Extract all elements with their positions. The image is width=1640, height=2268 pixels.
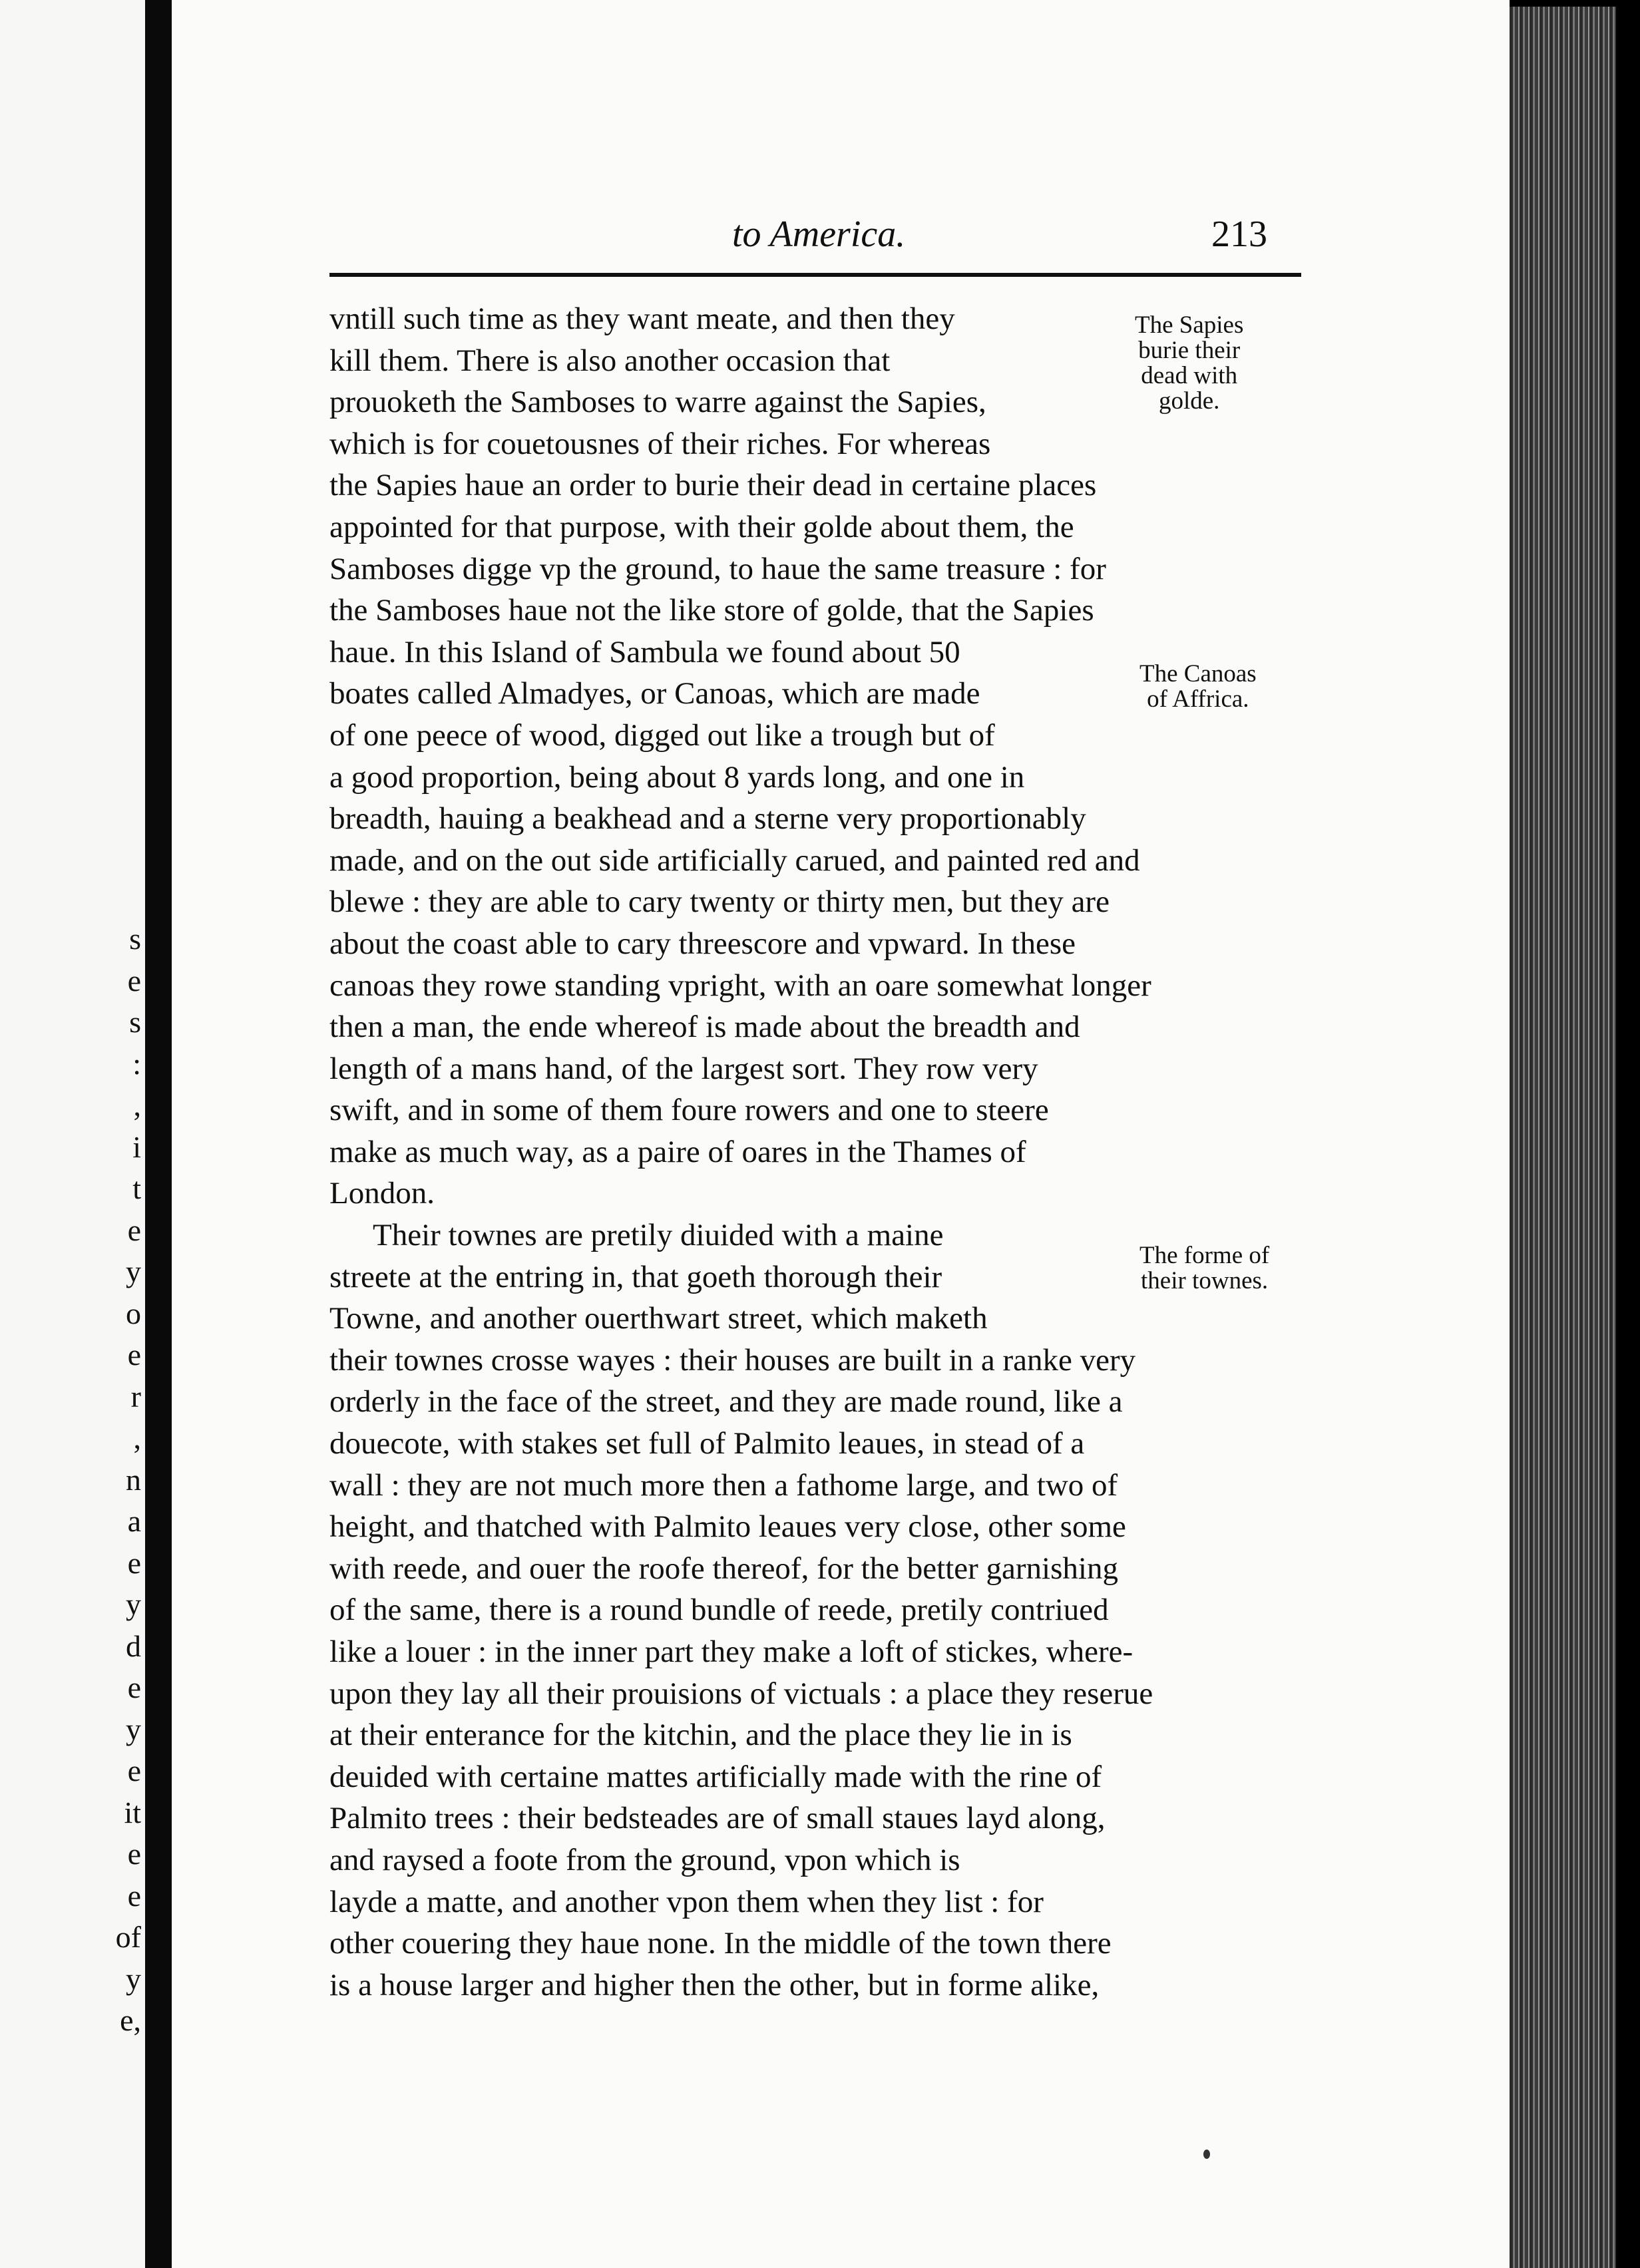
edge-letter: y xyxy=(126,1961,141,1996)
ink-speck xyxy=(1203,2150,1210,2159)
text-line: orderly in the face of the street, and they are made round, like a xyxy=(329,1384,1123,1419)
text-line: the Samboses haue not the like store of golde, that the Sapies xyxy=(329,593,1094,628)
edge-letter: d xyxy=(126,1628,141,1663)
text-line: about the coast able to cary threescore and vpward. In these xyxy=(329,926,1076,961)
edge-letter: e xyxy=(127,1545,141,1580)
edge-letter: of xyxy=(115,1920,141,1954)
text-line: canoas they rowe standing vpright, with an oare somewhat longer xyxy=(329,968,1151,1003)
text-line: vntill such time as they want meate, and then they xyxy=(329,301,955,336)
page-number: 213 xyxy=(1211,214,1267,255)
text-line: is a house larger and higher then the other, but in forme alike, xyxy=(329,1967,1100,2002)
book-gutter xyxy=(145,0,172,2268)
margin-note-line: their townes. xyxy=(1141,1267,1269,1294)
margin-note-line: dead with xyxy=(1141,362,1238,389)
text-line: the Sapies haue an order to burie their dead in certaine places xyxy=(329,468,1097,503)
text-line: at their enterance for the kitchin, and the place they lie in is xyxy=(329,1718,1072,1753)
text-line: streete at the entring in, that goeth thorough their xyxy=(329,1259,942,1294)
text-line: a good proportion, being about 8 yards long, and one in xyxy=(329,759,1025,795)
edge-letter: r xyxy=(130,1379,141,1414)
text-line: upon they lay all their prouisions of victuals : a place they reserue xyxy=(329,1676,1153,1711)
margin-note-townes xyxy=(1139,1243,1269,1294)
text-line: other couering they haue none. In the middle of the town there xyxy=(329,1926,1112,1961)
edge-letter: y xyxy=(126,1712,141,1746)
margin-note-line: of Affrica. xyxy=(1147,685,1249,713)
edge-letter: n xyxy=(126,1462,141,1497)
left-page-edge-text xyxy=(114,918,141,2042)
edge-letter: a xyxy=(127,1504,141,1538)
edge-letter: s xyxy=(129,1005,141,1039)
margin-note-line: golde. xyxy=(1158,387,1220,415)
text-line: layde a matte, and another vpon them when they list : for xyxy=(329,1884,1044,1919)
text-line: blewe : they are able to cary twenty or thirty men, but they are xyxy=(329,884,1110,920)
edge-letter: , xyxy=(133,1088,141,1122)
text-line: like a louer : in the inner part they make a loft of stickes, where- xyxy=(329,1634,1133,1669)
text-line: Samboses digge vp the ground, to haue the same treasure : for xyxy=(329,551,1106,586)
text-line: appointed for that purpose, with their golde about them, the xyxy=(329,509,1074,544)
text-line: haue. In this Island of Sambula we found about 50 xyxy=(329,634,960,669)
text-line: prouoketh the Samboses to warre against the Sapies, xyxy=(329,385,986,420)
edge-letter: , xyxy=(133,1421,141,1455)
text-line: then a man, the ende whereof is made about the breadth and xyxy=(329,1010,1080,1045)
edge-letter: y xyxy=(126,1254,141,1288)
edge-letter: e xyxy=(127,1878,141,1913)
margin-note-line: The Canoas xyxy=(1139,660,1257,687)
edge-letter: e xyxy=(127,1213,141,1247)
margin-note-line: The forme of xyxy=(1139,1242,1270,1269)
edge-letter: i xyxy=(132,1129,141,1164)
text-line: breadth, hauing a beakhead and a sterne very proportionably xyxy=(329,801,1086,837)
paragraph-start-line: Their townes are pretily diuided with a maine xyxy=(373,1218,944,1253)
edge-letter: e xyxy=(127,963,141,998)
edge-letter: e xyxy=(127,1837,141,1871)
text-line: Towne, and another ouerthwart street, which maketh xyxy=(329,1301,988,1336)
text-line: of the same, there is a round bundle of reede, pretily contriued xyxy=(329,1593,1109,1628)
edge-letter: e xyxy=(127,1338,141,1372)
text-line: kill them. There is also another occasion that xyxy=(329,343,891,378)
text-line: their townes crosse wayes : their houses are built in a ranke very xyxy=(329,1342,1136,1378)
left-facing-page xyxy=(0,0,145,2268)
edge-letter: s xyxy=(129,922,141,956)
text-line: length of a mans hand, of the largest sort. They row very xyxy=(329,1051,1038,1086)
edge-letter: o xyxy=(126,1296,141,1330)
text-line: deuided with certaine mattes artificially made with the rine of xyxy=(329,1759,1102,1794)
text-line: make as much way, as a paire of oares in the Thames of xyxy=(329,1134,1026,1169)
text-line: London. xyxy=(329,1176,435,1211)
margin-note-line: burie their xyxy=(1138,337,1241,364)
edge-letter: it xyxy=(124,1795,141,1829)
text-line: with reede, and ouer the roofe thereof, for the better garnishing xyxy=(329,1551,1118,1586)
margin-note-sapies-burial xyxy=(1135,313,1243,414)
running-head-title: to America. xyxy=(732,214,906,255)
text-line: height, and thatched with Palmito leaues very close, other some xyxy=(329,1509,1126,1545)
page-edges xyxy=(1510,7,1616,2268)
margin-note-canoas xyxy=(1139,662,1257,712)
text-line: of one peece of wood, digged out like a trough but of xyxy=(329,717,995,753)
edge-letter: e xyxy=(127,1670,141,1704)
text-line: made, and on the out side artificially carued, and painted red and xyxy=(329,843,1140,878)
text-line: Palmito trees : their bedsteades are of small staues layd along, xyxy=(329,1801,1106,1836)
text-line: douecote, with stakes set full of Palmito leaues, in stead of a xyxy=(329,1426,1085,1461)
text-line: boates called Almadyes, or Canoas, which are made xyxy=(329,676,980,711)
edge-letter: : xyxy=(132,1046,141,1081)
edge-letter: y xyxy=(126,1587,141,1621)
body-text xyxy=(329,298,1153,2006)
margin-note-line: The Sapies xyxy=(1135,311,1244,339)
header-rule xyxy=(329,273,1301,277)
text-line: wall : they are not much more then a fathome large, and two of xyxy=(329,1467,1118,1503)
edge-letter: t xyxy=(132,1171,141,1205)
text-line: which is for couetousnes of their riches. For whereas xyxy=(329,426,991,461)
text-line: swift, and in some of them foure rowers and one to steere xyxy=(329,1093,1049,1128)
text-line: and raysed a foote from the ground, vpon which is xyxy=(329,1842,960,1877)
edge-letter: e, xyxy=(120,2003,141,2037)
edge-letter: e xyxy=(127,1754,141,1788)
